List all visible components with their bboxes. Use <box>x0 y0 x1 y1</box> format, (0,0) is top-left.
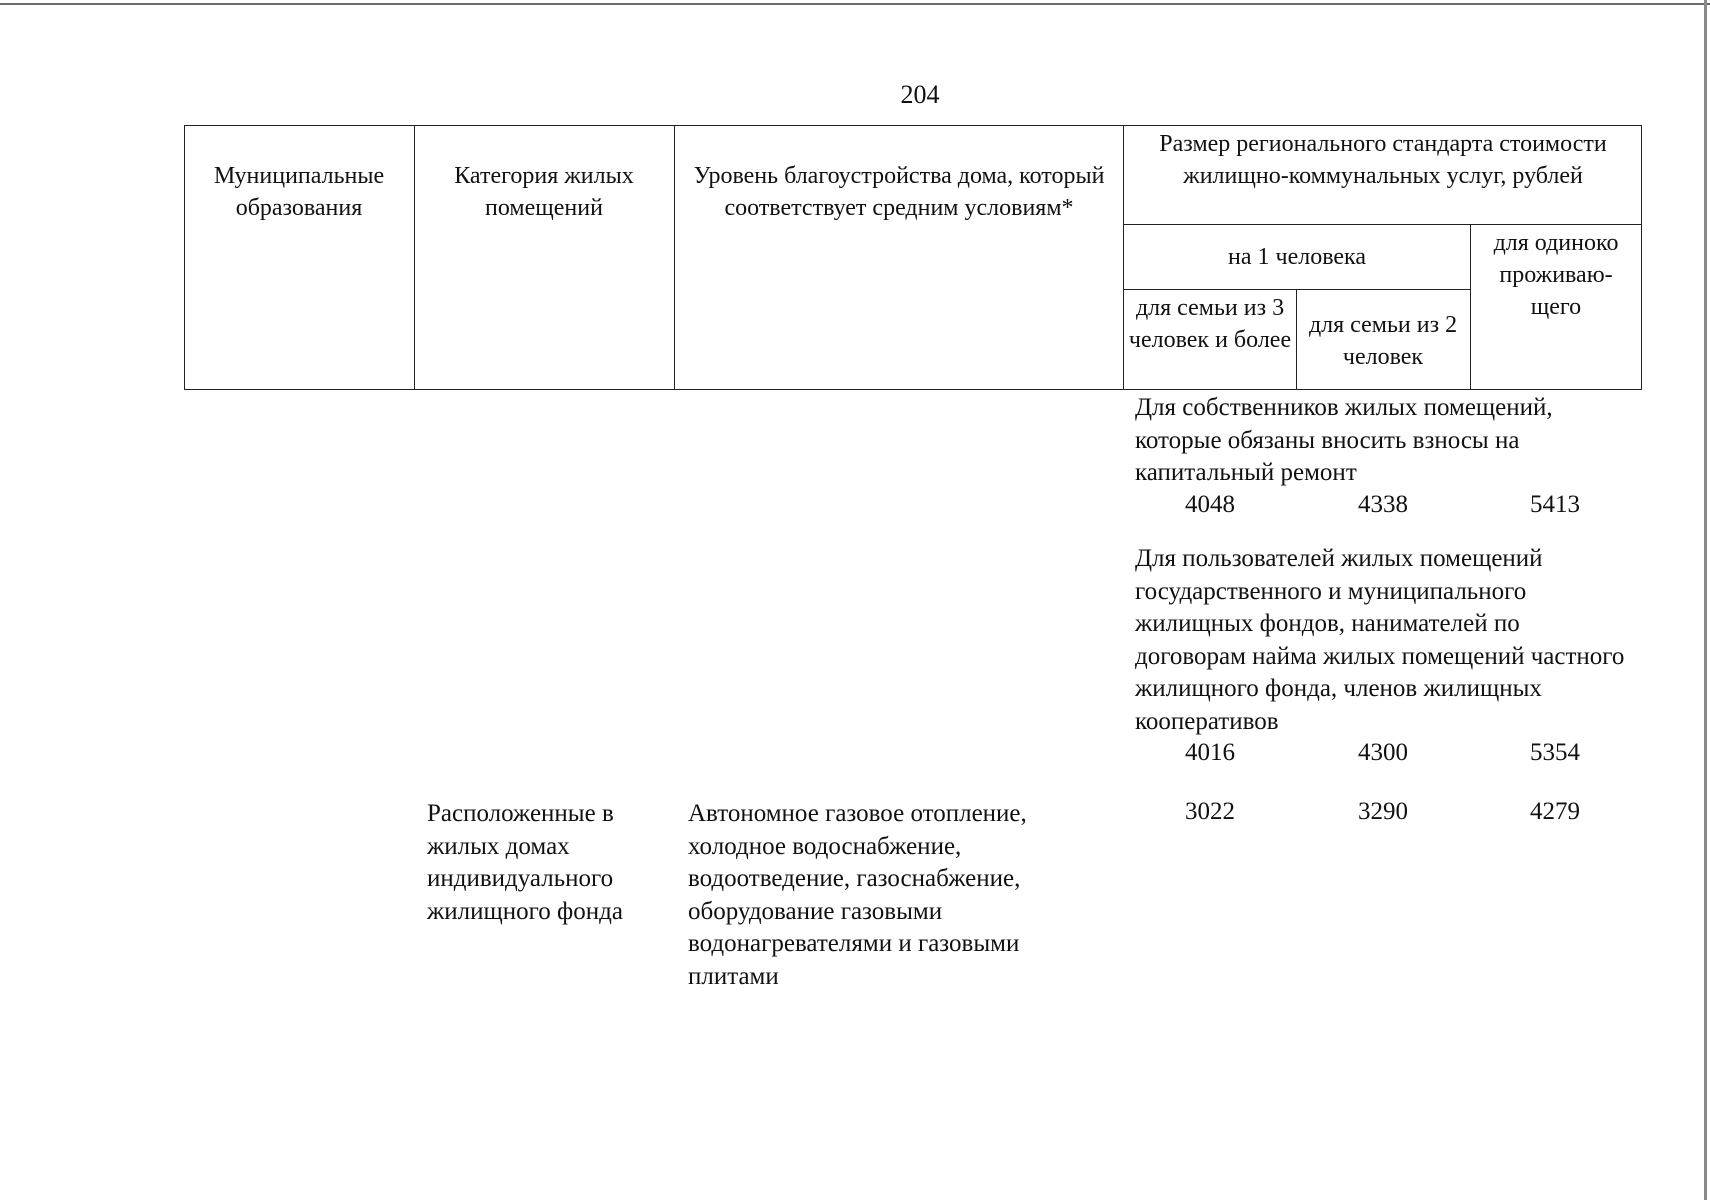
owners-value-family-2: 4338 <box>1358 491 1408 518</box>
individual-value-single: 4279 <box>1530 798 1580 825</box>
column-divider-3 <box>1123 125 1124 390</box>
users-value-family-2: 4300 <box>1358 739 1408 766</box>
individual-value-family-3: 3022 <box>1185 798 1235 825</box>
table-top-border <box>184 125 1642 126</box>
header-municipal: Муниципальные образования <box>213 163 385 221</box>
header-family-2: для семьи из 2 человек <box>1308 312 1458 370</box>
table-bottom-border <box>184 389 1642 390</box>
individual-category-text: Расположенные в жилых домах индивидуального жилищного фонда <box>427 800 623 925</box>
column-divider-2 <box>674 125 675 390</box>
size-subheader-border <box>1123 224 1642 225</box>
table-right-border <box>1641 125 1642 390</box>
users-value-single: 5354 <box>1530 739 1580 766</box>
owners-value-single: 5413 <box>1530 491 1580 518</box>
owners-value-family-3: 4048 <box>1185 491 1235 518</box>
column-divider-5 <box>1470 224 1471 390</box>
users-section-text: Для пользователей жилых помещений государственного и муниципального жилищных фондов, нанимателей по договорам найма жилых помещений частного жилищного фонда, членов жилищных кооперативов <box>1135 545 1625 735</box>
header-category: Категория жилых помещений <box>454 163 634 221</box>
header-per-person: на 1 человека <box>1228 244 1366 270</box>
column-divider-4 <box>1296 289 1297 390</box>
header-size: Размер регионального стандарта стоимости жилищно-коммунальных услуг, рублей <box>1159 131 1607 189</box>
owners-section-text: Для собственников жилых помещений, которые обязаны вносить взносы на капитальный ремонт <box>1135 394 1553 486</box>
individual-level-text: Автономное газовое отопление, холодное водоснабжение, водоотведение, газоснабжение, оборудование газовыми водонагревателями и газовыми плитами <box>688 800 1027 990</box>
users-value-family-3: 4016 <box>1185 739 1235 766</box>
column-divider-1 <box>414 125 415 390</box>
header-family-3: для семьи из 3 человек и более <box>1128 295 1292 353</box>
header-level: Уровень благоустройства дома, который соответствует средним условиям* <box>693 163 1105 221</box>
scan-right-edge <box>1704 0 1707 1200</box>
page-number: 204 <box>900 80 940 109</box>
header-single: для одиноко проживаю-щего <box>1493 230 1619 320</box>
table-left-border <box>184 125 185 390</box>
individual-value-family-2: 3290 <box>1358 798 1408 825</box>
scan-top-line <box>0 3 1710 5</box>
